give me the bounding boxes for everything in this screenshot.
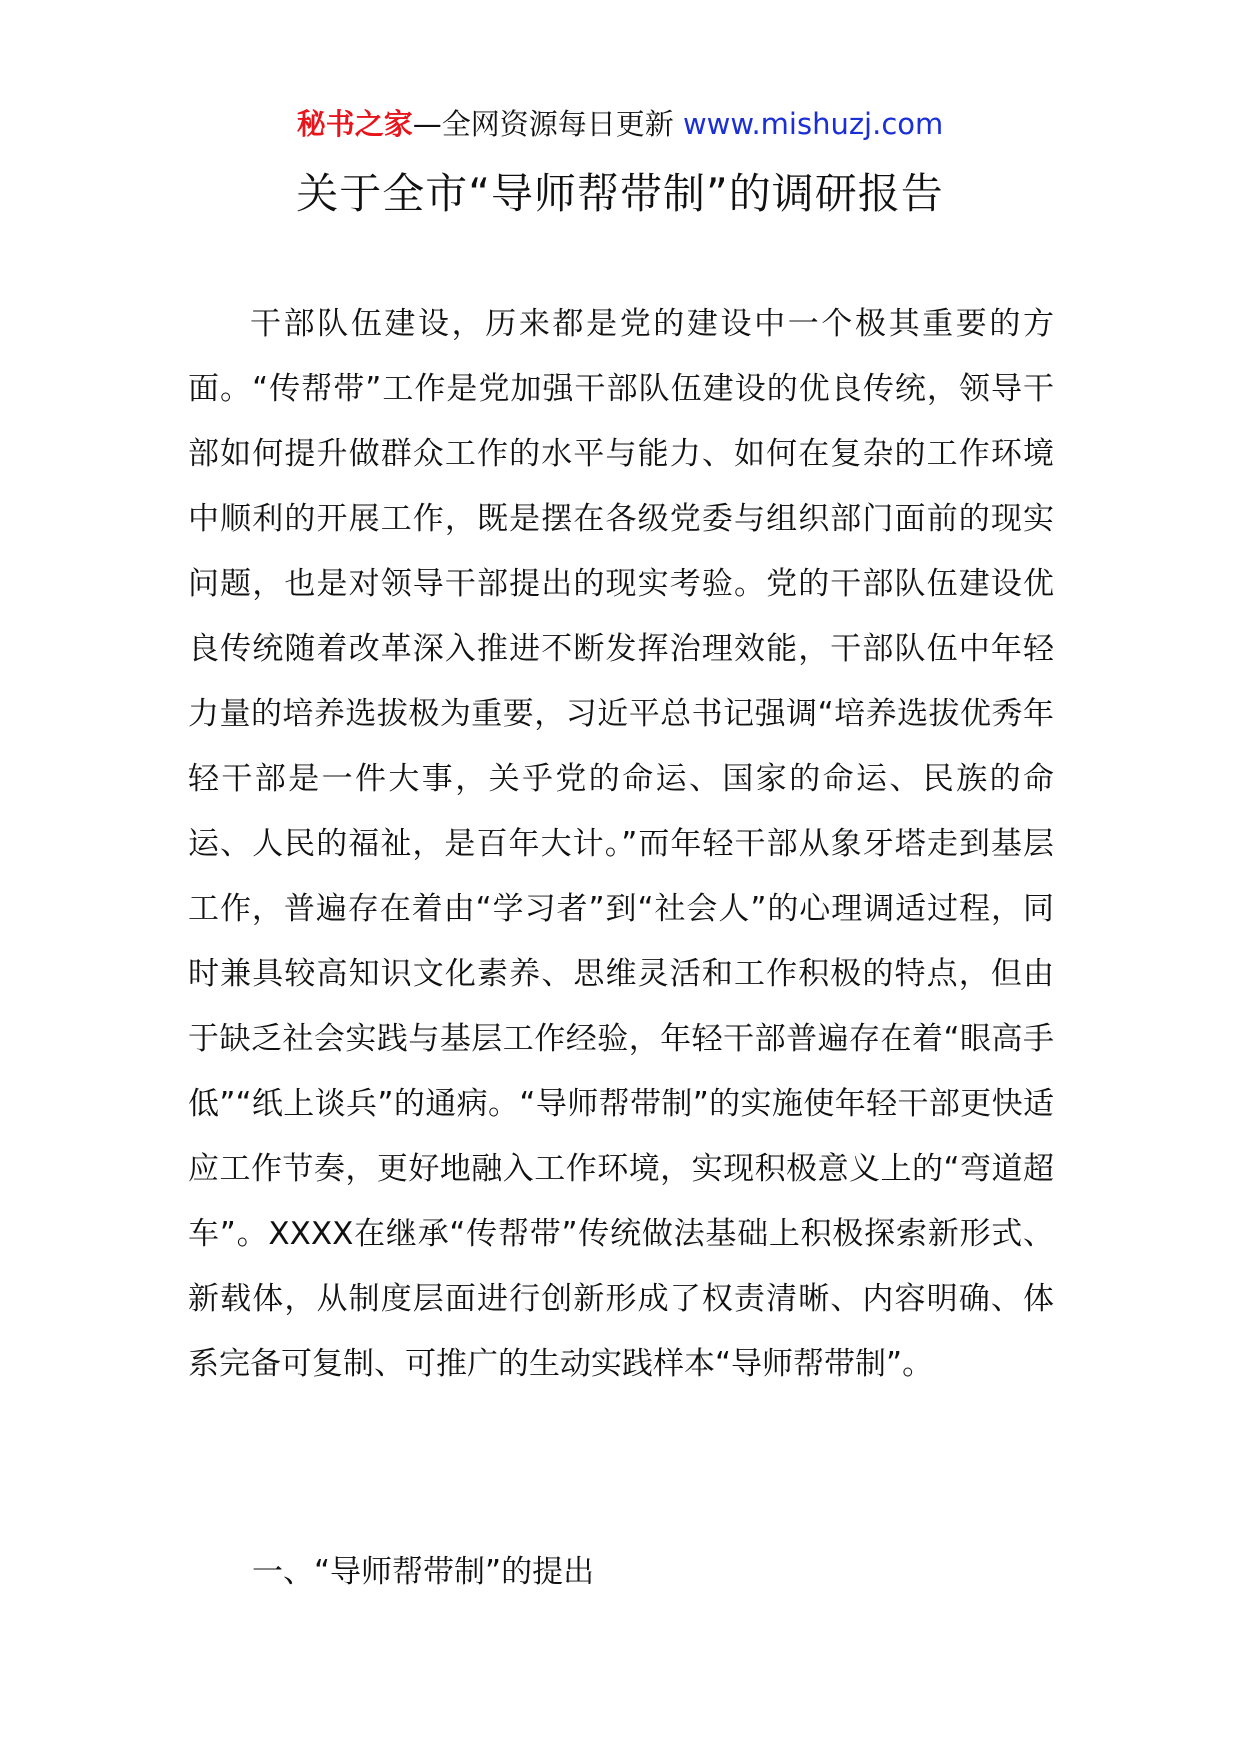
- section-heading: 一、“导师帮带制”的提出: [252, 1554, 595, 1590]
- site-tagline: —全网资源每日更新: [412, 107, 674, 141]
- body-paragraph: 干部队伍建设，历来都是党的建设中一个极其重要的方面。“传帮带”工作是党加强干部队伍建设的优良传统，领导干部如何提升做群众工作的水平与能力、如何在复杂的工作环境中顺利的开展工作，既是摆在各级党委与组织部门面前的现实问题，也是对领导干部提出的现实考验。党的干部队伍建设优良传统随着改革深入推进不断发挥治理效能，干部队伍中年轻力量的培养选拔极为重要，习近平总书记强调“培养选拔优秀年轻干部是一件大事，关乎党的命运、国家的命运、民族的命运、人民的福祉，是百年大计。”而年轻干部从象牙塔走到基层工作，普遍存在着由“学习者”到“社会人”的心理调适过程，同时兼具较高知识文化素养、思维灵活和工作积极的特点，但由于缺乏社会实践与基层工作经验，年轻干部普遍存在着“眼高手低”“纸上谈兵”的通病。“导师帮带制”的实施使年轻干部更快适应工作节奏，更好地融入工作环境，实现积极意义上的“弯道超车”。XXXX在继承“传帮带”传统做法基础上积极探索新形式、新载体，从制度层面进行创新形成了权责清晰、内容明确、体系完备可复制、可推广的生动实践样本“导师帮带制”。: [188, 306, 1054, 1382]
- site-header: [0, 104, 1240, 144]
- document-title: 关于全市“导师帮带制”的调研报告: [296, 169, 944, 218]
- site-url-link[interactable]: www.mishuzj.com: [682, 107, 944, 141]
- document-body: [188, 292, 1054, 1397]
- site-brand: 秘书之家: [296, 107, 413, 141]
